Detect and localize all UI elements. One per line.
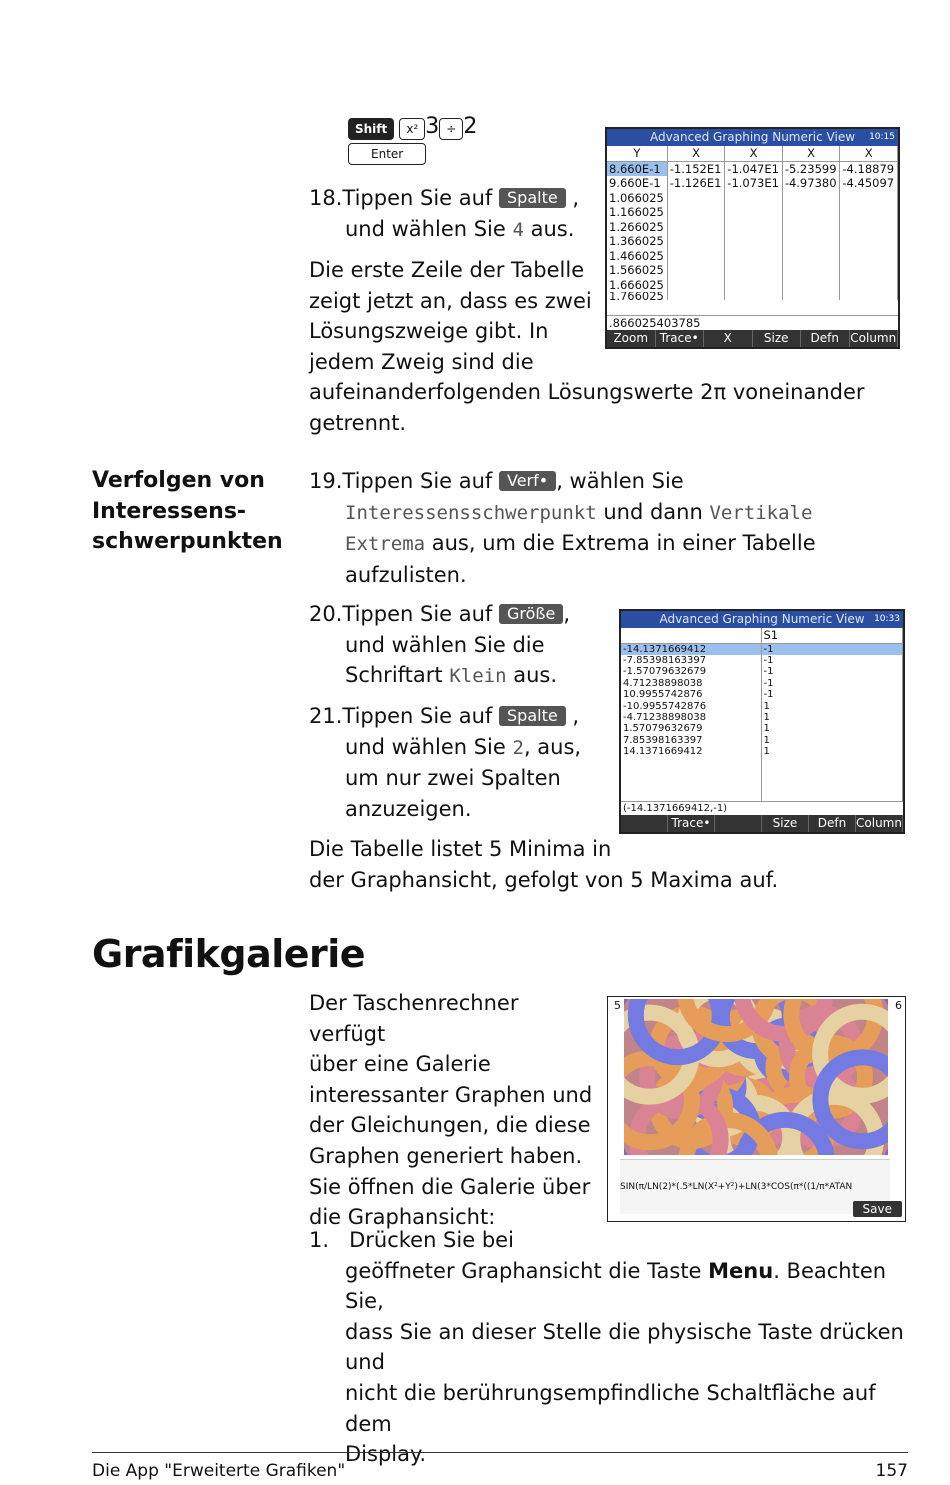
step-text: , (565, 704, 580, 728)
side-heading (92, 466, 292, 558)
step-number: 18. (309, 186, 343, 210)
text-line: interessanter Graphen und (309, 1082, 593, 1107)
spalte-button: Spalte (499, 706, 566, 726)
code-value: Vertikale (709, 501, 813, 524)
step-number: 19. (309, 469, 343, 493)
table-row: 1.466025 (607, 249, 898, 264)
table-row: -10.9955742876 1 (621, 701, 903, 712)
heading-line: Interessens- (92, 498, 247, 524)
shift-key: Shift (348, 118, 394, 140)
table-row: 14.1371669412 1 (621, 746, 903, 757)
extrema-table (621, 628, 903, 802)
digit-2: 2 (463, 114, 478, 139)
menu-size: Size (762, 815, 809, 832)
code-value: 4 (512, 218, 524, 241)
step-1 (309, 1225, 909, 1470)
code-value: Extrema (345, 533, 426, 556)
menu-trace: Trace• (656, 330, 705, 347)
numeric-view-screen-2 (619, 609, 905, 834)
step-text: Display. (345, 1442, 427, 1467)
clock: 10:33 (874, 614, 900, 624)
text-line: Sie öffnen die Galerie über (309, 1174, 591, 1199)
column-header: X (667, 146, 725, 161)
text-line: aufeinanderfolgenden Lösungswerte 2π voneinander (309, 380, 865, 405)
step-text: Schriftart (345, 663, 450, 688)
digit-3: 3 (425, 114, 440, 139)
menu-empty (621, 815, 668, 832)
text-line: der Graphansicht, gefolgt von 5 Maxima auf. (309, 867, 779, 892)
text-line: die Graphansicht: (309, 1205, 496, 1230)
table-row: 1.566025 (607, 263, 898, 278)
numeric-table (607, 146, 898, 300)
step-text: dass Sie an dieser Stelle die physische Taste drücken und (345, 1319, 904, 1375)
gallery-graph-screen (607, 996, 906, 1222)
table-row: 1.266025 (607, 220, 898, 235)
step-text: Tippen Sie auf (342, 704, 499, 728)
step-text: geöffneter Graphansicht die Taste (345, 1258, 709, 1283)
step-text: und wählen Sie (345, 734, 513, 759)
status-line: .866025403785 (607, 315, 900, 330)
column-header: S1 (761, 628, 903, 643)
step-text: und dann (596, 499, 710, 524)
x-squared-key: x² (399, 118, 425, 140)
step-text: und wählen Sie (345, 216, 513, 241)
menu-defn: Defn (809, 815, 856, 832)
menu-x: X (704, 330, 753, 347)
softkey-menu (607, 330, 898, 347)
verf-button: Verf• (499, 471, 556, 491)
text-line: Lösungszweige gibt. In (309, 319, 549, 344)
table-row: -4.71238898038 1 (621, 712, 903, 723)
table-row: 10.9955742876 -1 (621, 689, 903, 700)
text-line: Die Tabelle listet 5 Minima in (309, 837, 612, 861)
footer-title: Die App "Erweiterte Grafiken" (92, 1461, 346, 1481)
softkey-menu (621, 815, 903, 832)
menu-key-label: Menu (708, 1258, 774, 1283)
step-19 (309, 466, 909, 590)
table-row: 1.766025 (607, 292, 898, 300)
clock: 10:15 (869, 132, 895, 142)
step-text: Tippen Sie auf (342, 602, 499, 626)
column-header: X (782, 146, 840, 161)
menu-column: Column (856, 816, 902, 830)
step-18 (309, 183, 599, 245)
step-text: , (565, 186, 580, 210)
step-number: 21. (309, 704, 343, 728)
table-row: -1.57079632679 -1 (621, 666, 903, 677)
spalte-button: Spalte (499, 188, 566, 208)
heading-line: Verfolgen von (92, 468, 265, 493)
text-line: Graphen generiert haben. (309, 1143, 583, 1168)
table-row: 1.066025 (607, 191, 898, 206)
page-number: 157 (875, 1461, 908, 1481)
divide-key: ÷ (439, 118, 463, 140)
table-row: 9.660E-1 -1.126E1 -1.073E1 -4.97380 -4.45097 (607, 176, 898, 191)
numeric-view-screen-1 (605, 127, 900, 349)
table-row: 7.85398163397 1 (621, 735, 903, 746)
step-text: um nur zwei Spalten (345, 766, 561, 791)
paragraph-gallery (309, 988, 599, 1233)
text-line: der Gleichungen, die diese (309, 1113, 591, 1138)
step-text: anzuzeigen. (345, 796, 472, 821)
table-row: -14.1371669412 -1 (621, 643, 903, 655)
menu-empty (715, 815, 762, 832)
step-text: , wählen Sie (556, 469, 684, 493)
text-line: zeigt jetzt an, dass es zwei (309, 288, 592, 313)
text-line: jedem Zweig sind die (309, 349, 534, 374)
key-sequence (348, 112, 477, 143)
step-text: aufzulisten. (345, 562, 467, 587)
code-value: Interessensschwerpunkt (345, 501, 597, 524)
paragraph-minima-maxima (309, 834, 869, 895)
step-21 (309, 701, 609, 824)
heading-line: schwerpunkten (92, 529, 283, 554)
text-line: über eine Galerie (309, 1052, 491, 1077)
menu-defn: Defn (801, 330, 850, 347)
code-value: 2 (512, 736, 524, 759)
step-text: . Beachten Sie, (345, 1258, 887, 1314)
page-indicator-left: 5 (614, 999, 621, 1012)
step-number: 1. (309, 1228, 330, 1252)
text-line: getrennt. (309, 410, 407, 435)
step-20 (309, 599, 609, 692)
step-text: , (563, 602, 571, 626)
footer-rule (92, 1452, 908, 1453)
table-row: 1.366025 (607, 234, 898, 249)
page-indicator-right: 6 (895, 999, 902, 1012)
table-row: 1.666025 (607, 278, 898, 293)
step-text: nicht die berührungsempfindliche Schaltfläche auf dem (345, 1380, 876, 1436)
groesse-button: Größe (499, 604, 563, 624)
table-row: -7.85398163397 -1 (621, 655, 903, 666)
menu-trace: Trace• (668, 815, 715, 832)
step-text: aus, um die Extrema in einer Tabelle (425, 531, 816, 556)
code-value: Klein (449, 665, 507, 688)
enter-key: Enter (348, 143, 426, 165)
gallery-pattern-image (624, 999, 888, 1155)
text-line: Der Taschenrechner verfügt (309, 991, 519, 1046)
step-text: Drücken Sie bei (349, 1228, 514, 1252)
text-line: Die erste Zeile der Tabelle (309, 258, 585, 282)
status-line: (-14.1371669412,-1) (621, 801, 905, 815)
step-number: 20. (309, 602, 343, 626)
section-title: Grafikgalerie (92, 932, 366, 976)
step-text: aus. (523, 216, 575, 241)
formula-line: SIN(π/LN(2)*(.5*LN(X²+Y²)+LN(3*COS(π*((1/π*ATAN (620, 1159, 890, 1214)
save-button[interactable]: Save (853, 1201, 902, 1217)
menu-zoom: Zoom (607, 330, 656, 347)
screen-title: Advanced Graphing Numeric View (659, 612, 865, 626)
table-row: 8.660E-1 -1.152E1 -1.047E1 -5.23599 -4.18879 (607, 161, 898, 176)
table-row: 4.71238898038 -1 (621, 678, 903, 689)
step-text: aus. (506, 663, 558, 688)
column-header: Y (607, 146, 667, 161)
screen-title: Advanced Graphing Numeric View (649, 130, 856, 144)
step-text: , aus, (523, 734, 582, 759)
column-header: X (725, 146, 783, 161)
menu-column: Column (850, 331, 897, 345)
step-text: Tippen Sie auf (342, 186, 499, 210)
column-header: X (840, 146, 898, 161)
step-text: und wählen Sie die (345, 632, 545, 657)
table-row: 1.57079632679 1 (621, 723, 903, 734)
menu-size: Size (753, 330, 802, 347)
table-row: 1.166025 (607, 205, 898, 220)
step-text: Tippen Sie auf (342, 469, 499, 493)
